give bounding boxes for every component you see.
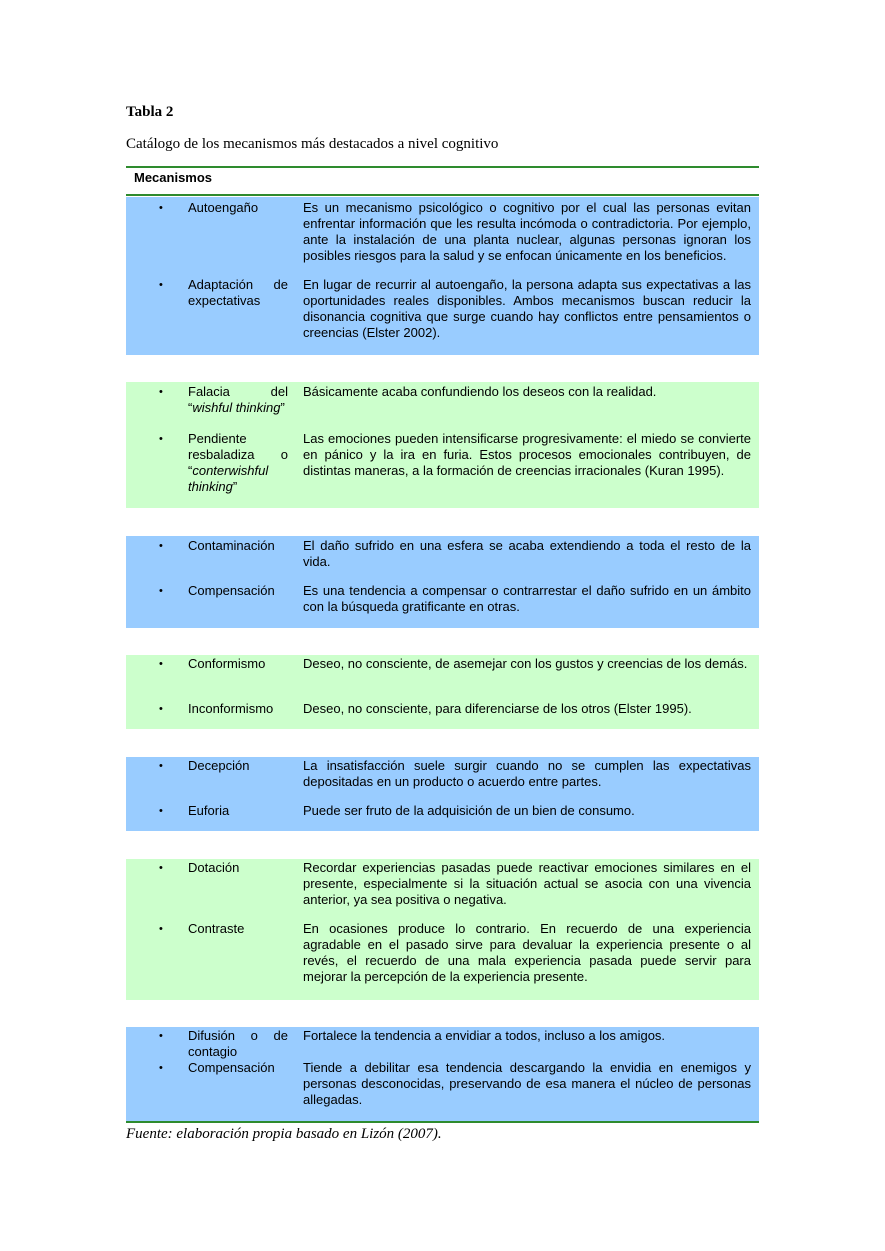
mechanism-description: En lugar de recurrir al autoengaño, la persona adapta sus expectativas a las oportunidades reales disponibles. Ambos mecanismos buscan reducir la disonancia cognitiva que surge cuando hay conflictos entre pensamientos o creencias (Elster 2002). [303, 277, 751, 340]
table-label: Tabla 2 [126, 104, 174, 120]
term-suffix: ” [232, 479, 238, 494]
mechanism-group-2 [126, 382, 759, 508]
mechanism-term: Contraste [188, 921, 245, 936]
mechanism-term: Autoengaño [188, 200, 259, 215]
mechanism-term: Decepción [188, 758, 250, 773]
table-bottom-rule [126, 1121, 759, 1123]
mechanism-description: Recordar experiencias pasadas puede reactivar emociones similares en el presente, especialmente si la situación actual se asocia con una vivencia anterior, ya sea positiva o negativa. [303, 860, 751, 907]
mechanism-description: Fortalece la tendencia a envidiar a todos, incluso a los amigos. [303, 1028, 666, 1043]
mechanism-term: Contaminación [188, 538, 275, 553]
bullet-icon: • [159, 658, 163, 670]
mechanism-term: Conformismo [188, 656, 266, 671]
bullet-icon: • [159, 862, 163, 874]
mechanism-term [188, 431, 288, 495]
mechanism-group-7 [126, 1027, 759, 1121]
term-italic: conterwishful thinking [188, 463, 269, 494]
term-italic: wishful thinking [192, 400, 281, 415]
mechanism-term: Compensación [188, 583, 275, 598]
mechanism-group-6 [126, 859, 759, 1000]
table-header-mecanismos: Mecanismos [134, 170, 213, 185]
bullet-icon: • [159, 1030, 163, 1042]
bullet-icon: • [159, 923, 163, 935]
mechanism-term: Inconformismo [188, 701, 274, 716]
mechanism-term [188, 384, 288, 416]
bullet-icon: • [159, 805, 163, 817]
bullet-icon: • [159, 202, 163, 214]
mechanism-term: Difusión o de contagio [188, 1028, 288, 1059]
bullet-icon: • [159, 279, 163, 291]
mechanism-description: En ocasiones produce lo contrario. En recuerdo de una experiencia agradable en el pasado sirve para devaluar la experiencia presente o al revés, el recuerdo de una mala experiencia pasada puede servir para mejorar la percepción de la experiencia presente. [303, 921, 751, 984]
mechanism-description: Deseo, no consciente, de asemejar con los gustos y creencias de los demás. [303, 656, 748, 671]
mechanism-description: Es una tendencia a compensar o contrarrestar el daño sufrido en un ámbito con la búsqueda gratificante en otras. [303, 583, 751, 614]
table-source-note: Fuente: elaboración propia basado en Lizón (2007). [126, 1126, 442, 1142]
mechanism-term: Adaptación de expectativas [188, 277, 288, 308]
bullet-icon: • [159, 585, 163, 597]
mechanism-description: Tiende a debilitar esa tendencia descargando la envidia en enemigos y personas desconocidas, preservando de esa manera el núcleo de personas allegadas. [303, 1060, 751, 1107]
bullet-icon: • [159, 386, 163, 398]
bullet-icon: • [159, 433, 163, 445]
bullet-icon: • [159, 703, 163, 715]
term-prefix: Pendiente resbaladiza o “ [188, 431, 288, 478]
mechanism-group-5 [126, 757, 759, 831]
term-prefix: Falacia del “ [188, 384, 288, 415]
table-header-row [126, 166, 759, 196]
mechanism-term: Dotación [188, 860, 240, 875]
mechanism-group-4 [126, 655, 759, 729]
table-caption: Catálogo de los mecanismos más destacados a nivel cognitivo [126, 136, 499, 152]
mechanism-description: Es un mecanismo psicológico o cognitivo por el cual las personas evitan enfrentar información que les resulta incómoda o contradictoria. Por ejemplo, ante la instalación de una planta nuclear, algunas personas ignoran los posibles riesgos para la salud y se enfocan únicamente en los beneficios. [303, 200, 751, 263]
bullet-icon: • [159, 540, 163, 552]
mechanism-description: Básicamente acaba confundiendo los deseos con la realidad. [303, 384, 657, 399]
bullet-icon: • [159, 1062, 163, 1074]
mechanism-description: Puede ser fruto de la adquisición de un bien de consumo. [303, 803, 635, 818]
mechanism-term: Euforia [188, 803, 230, 818]
bullet-icon: • [159, 760, 163, 772]
mechanism-description: Las emociones pueden intensificarse progresivamente: el miedo se convierte en pánico y la ira en furia. Estos procesos emocionales contribuyen, de distintas maneras, a la formación de creencias irracionales (Kuran 1995). [303, 431, 751, 478]
mechanism-description: El daño sufrido en una esfera se acaba extendiendo a toda el resto de la vida. [303, 538, 751, 569]
mechanism-group-3 [126, 536, 759, 628]
mechanism-group-1 [126, 197, 759, 355]
term-suffix: ” [280, 400, 285, 415]
mechanism-description: La insatisfacción suele surgir cuando no se cumplen las expectativas depositadas en un producto o acuerdo entre partes. [303, 758, 751, 789]
mechanism-term: Compensación [188, 1060, 275, 1075]
mechanism-description: Deseo, no consciente, para diferenciarse de los otros (Elster 1995). [303, 701, 692, 716]
